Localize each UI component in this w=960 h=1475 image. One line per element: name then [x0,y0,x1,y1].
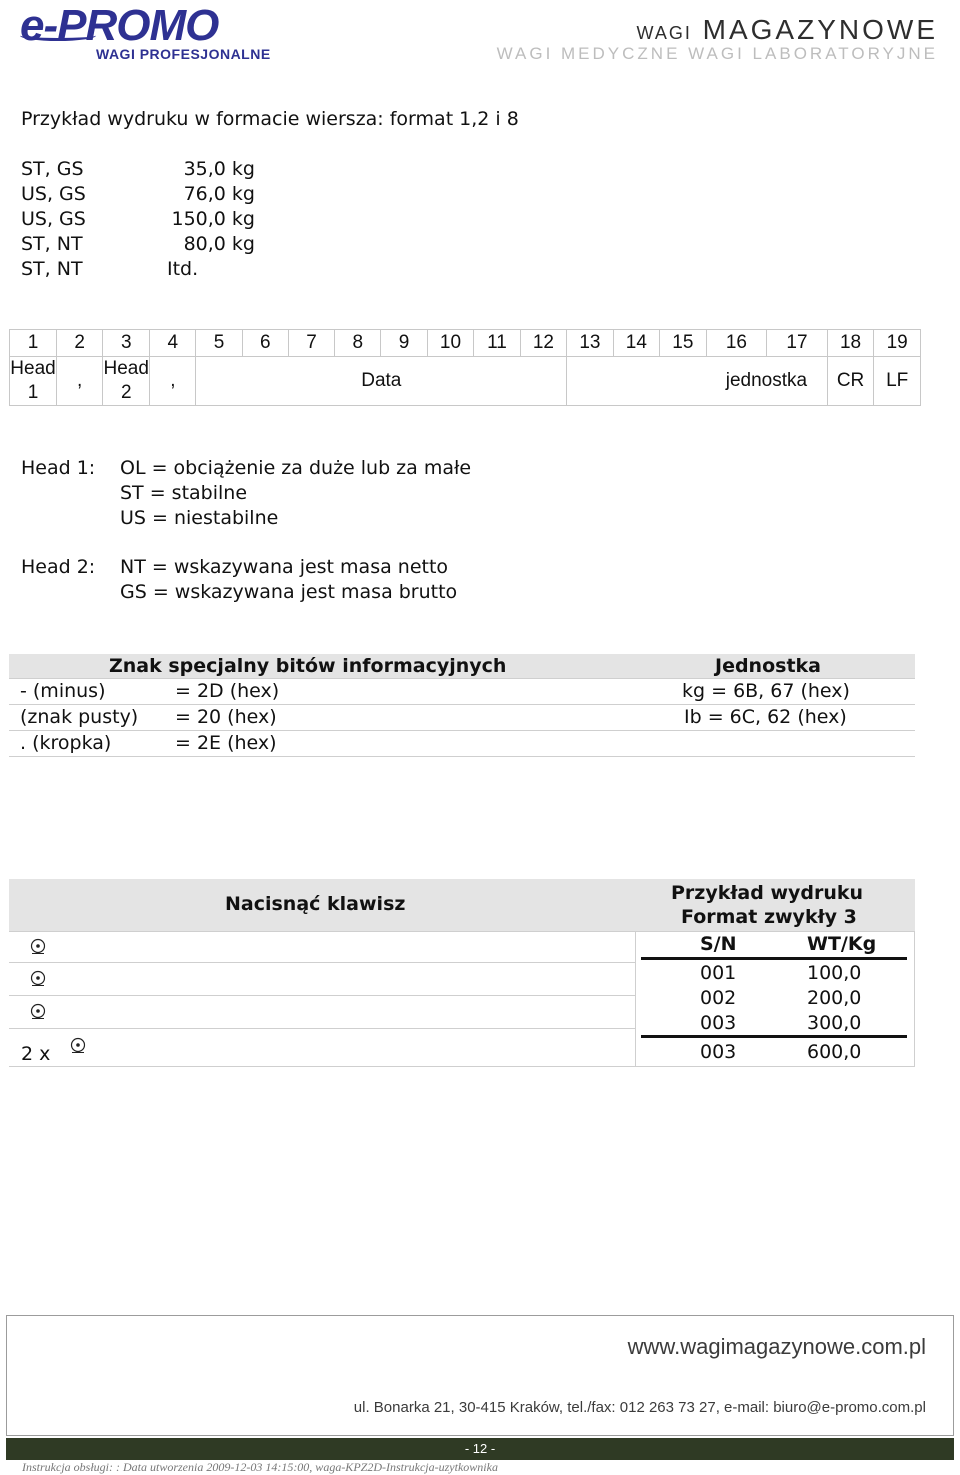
position-cell: 7 [288,330,334,357]
field-cr: CR [827,357,874,406]
keys-divider [9,931,915,932]
printout-wt: 300,0 [807,1012,862,1034]
printout-value: 80,0 kg [183,233,255,255]
printout-total-sn: 003 [700,1041,737,1063]
field-lf: LF [874,357,921,406]
printout-rule [641,957,907,960]
key-press-table [9,879,915,1067]
company-logo: e-PROMO [20,1,219,50]
position-cell: 6 [242,330,288,357]
header-tagline-big: MAGAZYNOWE [702,14,938,45]
bits-row [9,731,915,757]
section-title: Przykład wydruku w formacie wiersza: format 1,2 i 8 [21,108,519,130]
position-cell: 1 [10,330,57,357]
position-cell: 10 [427,330,473,357]
print-key-icon [30,970,46,986]
keys-header-right-1: Przykład wydruku [671,882,864,904]
legend-head1-item: OL = obciążenie za duże lub za małe [120,457,472,479]
field-comma2: , [150,357,196,406]
printout-head: ST, NT [21,258,83,280]
col-sn-header: S/N [700,933,737,955]
keys-header-left: Nacisnąć klawisz [225,893,406,915]
legend-head1-item: US = niestabilne [120,507,279,529]
legend-head1-label: Head 1: [21,457,96,479]
frame-format-table [9,329,921,406]
field-data: Data [196,357,567,406]
bits-header-sign: Znak specjalny bitów informacyjnych [109,655,507,677]
repeat-prefix: 2 x [21,1043,51,1065]
position-cell: 8 [335,330,381,357]
printout-value: 35,0 kg [183,158,255,180]
field-comma1: , [56,357,102,406]
printout-value: 76,0 kg [183,183,255,205]
bits-code: = 2E (hex) [175,732,277,754]
bits-unit: kg = 6B, 67 (hex) [682,680,850,702]
printout-wt: 100,0 [807,962,862,984]
printout-sn: 003 [700,1012,737,1034]
printout-head: ST, NT [21,233,83,255]
position-cell: 5 [196,330,242,357]
keys-divider [9,962,635,963]
printout-value: Itd. [167,258,199,280]
field-head2: Head 2 [103,357,150,406]
position-cell: 19 [874,330,921,357]
keys-divider [9,1066,915,1067]
col-wt-header: WT/Kg [807,933,877,955]
position-cell: 14 [613,330,659,357]
header-tagline-secondary: WAGI MEDYCZNE WAGI LABORATORYJNE [496,44,938,63]
frame-fields-row [10,357,921,406]
keys-column-divider [635,931,636,1067]
printout-sn: 002 [700,987,737,1009]
legend-head2-item: GS = wskazywana jest masa brutto [120,581,458,603]
logo-subtitle: WAGI PROFESJONALNE [96,46,271,62]
keys-divider [9,995,635,996]
keys-header-right-2: Format zwykły 3 [681,906,857,928]
bits-header-row [9,654,915,679]
position-cell: 13 [567,330,613,357]
page-number: - 12 - [464,1441,496,1456]
bits-row [9,705,915,731]
footer-address: ul. Bonarka 21, 30-415 Kraków, tel./fax: 012 263 73 27, e-mail: biuro@e-promo.com.pl [353,1399,926,1416]
legend-head2-item: NT = wskazywana jest masa netto [120,556,449,578]
position-cell: 2 [56,330,102,357]
field-blank [567,357,706,406]
position-cell: 16 [706,330,767,357]
keys-right-border [914,931,915,1067]
bits-header-unit: Jednostka [715,655,821,677]
position-cell: 15 [660,330,706,357]
printout-wt: 200,0 [807,987,862,1009]
position-cell: 4 [150,330,196,357]
position-cell: 18 [827,330,874,357]
print-key-icon [70,1037,86,1053]
bits-sign: - (minus) [20,680,106,702]
bits-code: = 20 (hex) [175,706,277,728]
bits-sign: . (kropka) [20,732,112,754]
printout-total-wt: 600,0 [807,1041,862,1063]
printout-head: US, GS [21,183,86,205]
print-key-icon [30,1003,46,1019]
bits-row [9,679,915,705]
field-head1: Head 1 [10,357,57,406]
bits-unit: Ib = 6C, 62 (hex) [684,706,847,728]
legend-head2-label: Head 2: [21,556,96,578]
printout-head: US, GS [21,208,86,230]
footer-url[interactable]: www.wagimagazynowe.com.pl [627,1334,926,1359]
field-unit: jednostka [706,357,827,406]
header-tagline-small: WAGI [636,23,692,43]
printout-value: 150,0 kg [171,208,255,230]
printout-sn: 001 [700,962,737,984]
position-cell: 9 [381,330,427,357]
legend-head1-item: ST = stabilne [120,482,248,504]
document-footnote: Instrukcja obsługi: : Data utworzenia 2009-12-03 14:15:00, waga-KPZ2D-Instrukcja-uzytkownika [22,1460,498,1474]
printout-head: ST, GS [21,158,84,180]
position-cell: 11 [474,330,520,357]
position-cell: 3 [103,330,150,357]
frame-positions-row [10,330,921,357]
print-key-icon [30,938,46,954]
header-tagline-main [637,14,938,46]
position-cell: 17 [767,330,828,357]
printout-total-rule [641,1035,907,1038]
bits-code: = 2D (hex) [175,680,280,702]
keys-divider [9,1028,635,1029]
position-cell: 12 [520,330,566,357]
bits-sign: (znak pusty) [20,706,139,728]
